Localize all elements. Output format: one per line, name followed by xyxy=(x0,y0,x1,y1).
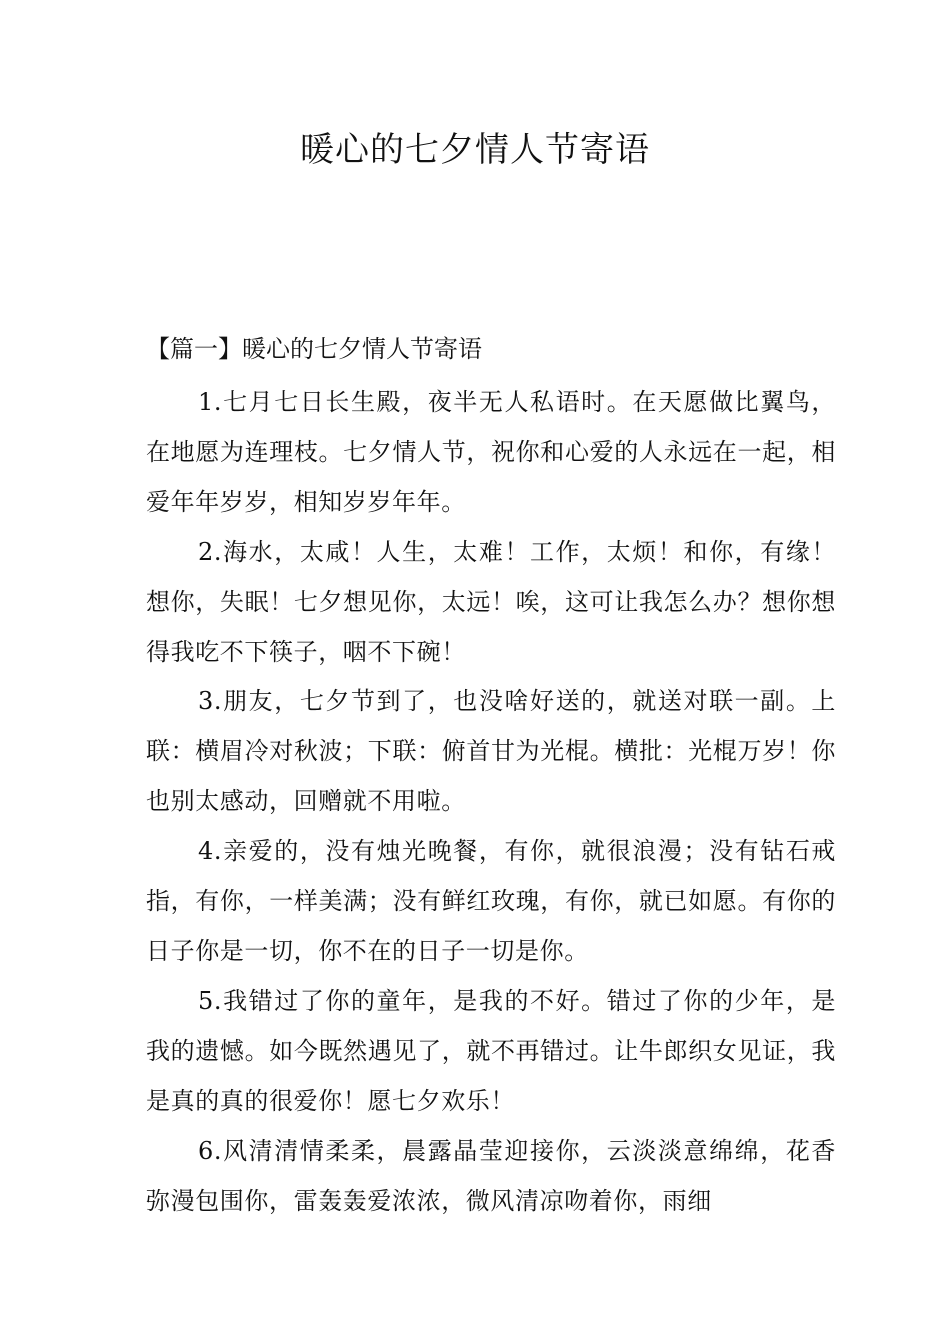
paragraph-2: 2.海水，太咸！人生，太难！工作，太烦！和你，有缘！想你，失眠！七夕想见你，太远！唉，这可让我怎么办？想你想得我吃不下筷子，咽不下碗！ xyxy=(146,537,836,666)
document-title: 暖心的七夕情人节寄语 xyxy=(300,130,650,170)
paragraph-4: 4.亲爱的，没有烛光晚餐，有你，就很浪漫；没有钻石戒指，有你，一样美满；没有鲜红玫瑰，有你，就已如愿。有你的日子你是一切，你不在的日子一切是你。 xyxy=(146,837,836,965)
section-heading: 【篇一】暖心的七夕情人节寄语 xyxy=(146,335,482,363)
body-text xyxy=(146,378,836,1226)
paragraph-1: 1.七月七日长生殿，夜半无人私语时。在天愿做比翼鸟，在地愿为连理枝。七夕情人节，祝你和心爱的人永远在一起，相爱年年岁岁，相知岁岁年年。 xyxy=(146,388,836,516)
paragraph-3: 3.朋友，七夕节到了，也没啥好送的，就送对联一副。上联：横眉冷对秋波；下联：俯首甘为光棍。横批：光棍万岁！你也别太感动，回赠就不用啦。 xyxy=(146,687,836,816)
paragraph-5: 5.我错过了你的童年，是我的不好。错过了你的少年，是我的遗憾。如今既然遇见了，就不再错过。让牛郎织女见证，我是真的真的很爱你！愿七夕欢乐！ xyxy=(146,986,836,1115)
paragraph-6: 6.风清清情柔柔，晨露晶莹迎接你，云淡淡意绵绵，花香弥漫包围你，雷轰轰爱浓浓，微风清凉吻着你，雨细 xyxy=(146,1136,836,1215)
